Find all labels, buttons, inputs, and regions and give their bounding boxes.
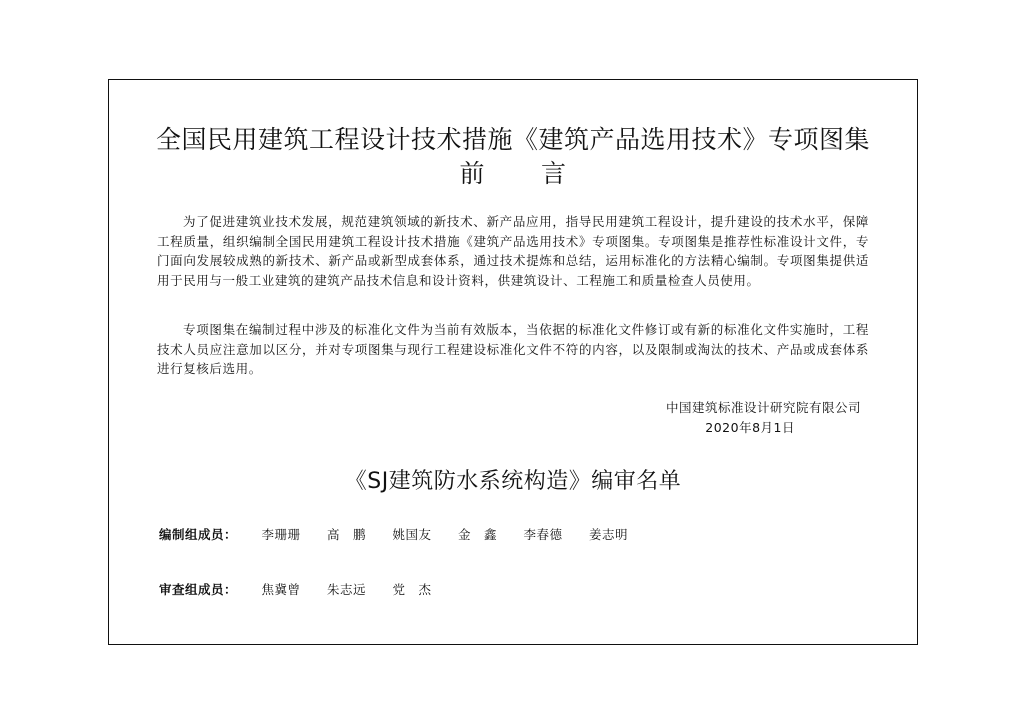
reviewer-name: 党 杰: [392, 582, 432, 597]
editor-name: 李春德: [523, 527, 563, 542]
editors-row: [159, 525, 650, 543]
preface-heading-right: 言: [541, 159, 567, 188]
document-title: 全国民用建筑工程设计技术措施《建筑产品选用技术》专项图集: [155, 125, 870, 154]
editor-name: 李珊珊: [261, 527, 301, 542]
reviewer-name: 焦冀曾: [261, 582, 301, 597]
preface-paragraph-2: 专项图集在编制过程中涉及的标准化文件为当前有效版本，当依据的标准化文件修订或有新的标准化文件实施时，工程技术人员应注意加以区分，并对专项图集与现行工程建设标准化文件不符的内容，以及限制或淘汰的技术、产品或成套体系进行复核后选用。: [157, 322, 869, 376]
preface-heading: [109, 154, 917, 190]
reviewers-label: 审查组成员：: [159, 582, 238, 597]
publish-date: 2020年8月1日: [705, 420, 795, 435]
list-title: 《SJ建筑防水系统构造》编审名单: [344, 469, 682, 494]
reviewer-name: 朱志远: [326, 582, 366, 597]
editors-label: 编制组成员：: [159, 527, 238, 542]
editor-name: 高 鹏: [326, 527, 366, 542]
preface-paragraph-1: 为了促进建筑业技术发展，规范建筑领域的新技术、新产品应用，指导民用建筑工程设计，提升建设的技术水平，保障工程质量，组织编制全国民用建筑工程设计技术措施《建筑产品选用技术》专项图集。专项图集是推荐性标准设计文件，专门面向发展较成熟的新技术、新产品或新型成套体系，通过技术提炼和总结，运用标准化的方法精心编制。专项图集提供适用于民用与一般工业建筑的建筑产品技术信息和设计资料，供建筑设计、工程施工和质量检查人员使用。: [157, 214, 869, 288]
reviewers-row: [159, 580, 454, 598]
editor-name: 金 鑫: [457, 527, 497, 542]
document-frame: [108, 79, 918, 645]
editor-name: 姚国友: [392, 527, 432, 542]
preface-heading-left: 前: [459, 159, 485, 188]
editor-name: 姜志明: [588, 527, 628, 542]
organization-name: 中国建筑标准设计研究院有限公司: [665, 400, 861, 415]
